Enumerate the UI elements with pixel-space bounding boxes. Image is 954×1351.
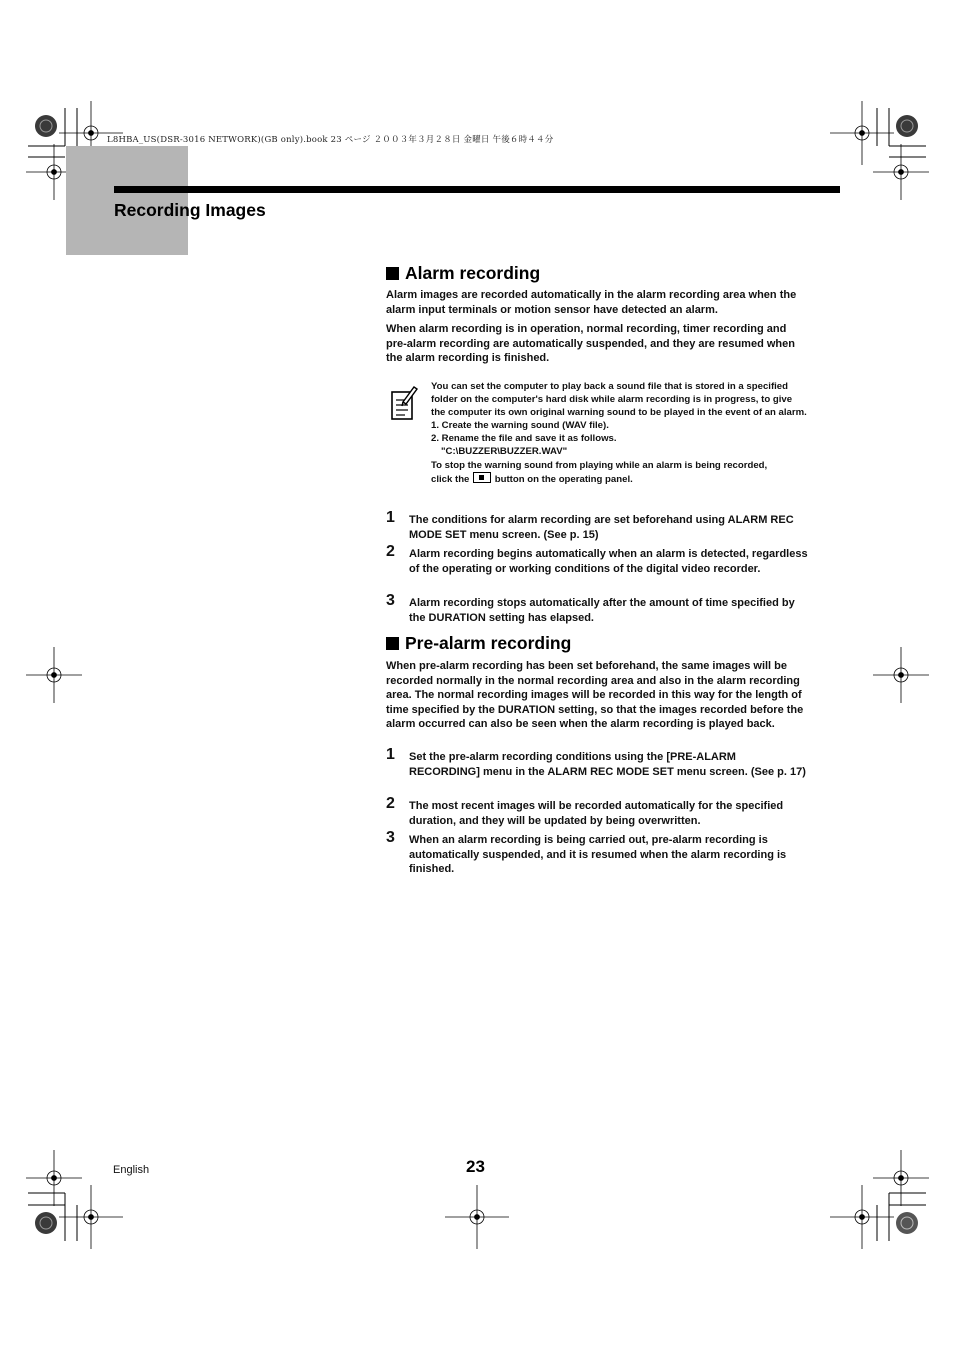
stop-button-icon bbox=[473, 472, 491, 483]
note-path: "C:\BUZZER\BUZZER.WAV" bbox=[441, 446, 568, 458]
step-number: 3 bbox=[386, 592, 395, 609]
alarm-paragraph-2: When alarm recording is in operation, normal recording, timer recording and pre-alarm recording are automatically suspended, and they are resumed when the alarm recording is finished. bbox=[386, 323, 795, 365]
note-intro: You can set the computer to play back a sound file that is stored in a specified folder on the computer's hard disk while alarm recording is in progress, to give the computer its own original warning sound to be played in the event of an alarm. bbox=[431, 381, 807, 419]
note-text bbox=[431, 380, 808, 486]
step-text: Set the pre-alarm recording conditions using the [PRE-ALARM RECORDING] menu in the ALARM REC MODE SET menu screen. (See p. 17) bbox=[409, 751, 806, 778]
alarm-step bbox=[386, 509, 808, 542]
prealarm-paragraph: When pre-alarm recording has been set beforehand, the same images will be recorded normally in the normal recording area and also in the alarm recording area. The normal recording images will be recorded in this way for the length of time specified by the DURATION setting, so that the images recorded before the alarm occurred can also be seen when the alarm recording is played back. bbox=[386, 660, 804, 731]
footer-language: English bbox=[113, 1164, 150, 1176]
step-number: 2 bbox=[386, 543, 395, 560]
step-number: 3 bbox=[386, 829, 395, 846]
note-stop-instruction bbox=[431, 472, 808, 486]
header-rule bbox=[114, 186, 840, 193]
note-stop-prefix: click the bbox=[431, 473, 470, 485]
prealarm-step bbox=[386, 746, 808, 779]
step-text: The most recent images will be recorded automatically for the specified duration, and they will be updated by being overwritten. bbox=[409, 800, 784, 827]
step-text: Alarm recording stops automatically after the amount of time specified by the DURATION setting has elapsed. bbox=[409, 597, 795, 624]
section-title: Recording Images bbox=[114, 200, 266, 220]
alarm-step bbox=[386, 592, 808, 625]
heading-square-icon bbox=[386, 267, 399, 280]
step-number: 1 bbox=[386, 746, 395, 763]
step-text: Alarm recording begins automatically when an alarm is detected, regardless of the operating or working conditions of the digital video recorder. bbox=[409, 548, 808, 575]
prealarm-recording-heading bbox=[386, 633, 808, 654]
prealarm-step bbox=[386, 829, 808, 877]
prealarm-step bbox=[386, 795, 808, 828]
step-text: When an alarm recording is being carried out, pre-alarm recording is automatically suspended, and it is resumed when the alarm recording is finished. bbox=[409, 834, 787, 876]
alarm-recording-heading bbox=[386, 263, 808, 284]
note-item-2: 2. Rename the file and save it as follows. bbox=[431, 433, 617, 445]
note-stop-suffix: button on the operating panel. bbox=[494, 473, 633, 485]
step-number: 1 bbox=[386, 509, 395, 526]
alarm-heading-text: Alarm recording bbox=[405, 263, 541, 283]
alarm-step bbox=[386, 543, 808, 576]
print-slug: L8HBA_US(DSR-3016 NETWORK)(GB only).book 23 ページ ２００３年３月２８日 金曜日 午後６時４４分 bbox=[107, 135, 554, 145]
step-text: The conditions for alarm recording are set beforehand using ALARM REC MODE SET menu screen. (See p. 15) bbox=[409, 514, 794, 541]
note-stop-line: To stop the warning sound from playing while an alarm is being recorded, bbox=[431, 459, 768, 471]
prealarm-heading-text: Pre-alarm recording bbox=[405, 633, 572, 653]
heading-square-icon bbox=[386, 637, 399, 650]
alarm-paragraph-1: Alarm images are recorded automatically in the alarm recording area when the alarm input terminals or motion sensor have detected an alarm. bbox=[386, 289, 797, 316]
memo-pencil-icon bbox=[389, 384, 419, 422]
note-item-1: 1. Create the warning sound (WAV file). bbox=[431, 420, 609, 432]
page-number: 23 bbox=[466, 1157, 485, 1176]
step-number: 2 bbox=[386, 795, 395, 812]
